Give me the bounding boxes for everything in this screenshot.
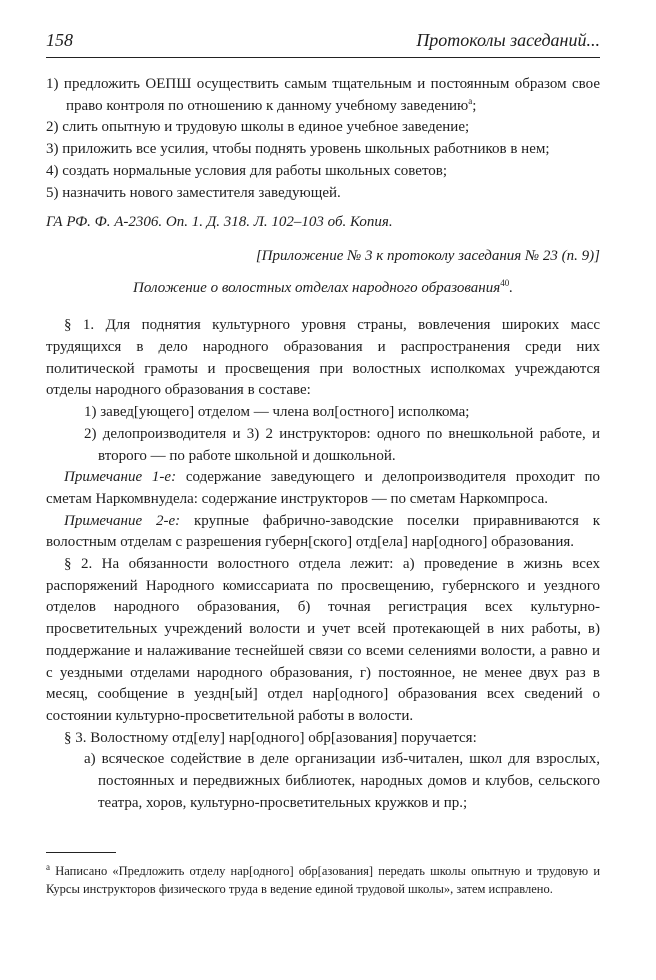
document-title-text: Положение о волостных отделах народного образования bbox=[133, 279, 501, 296]
endnote-ref: 40 bbox=[500, 277, 510, 288]
list-item: 3) приложить все усилия, чтобы поднять уровень школьных работников в нем; bbox=[46, 141, 550, 158]
document-title bbox=[46, 278, 600, 300]
note-1 bbox=[46, 467, 600, 510]
list-item: а) всяческое содействие в деле организации изб-читален, школ для взрослых, постоянных и передвижных библиотек, народных домов и клубов, сельского театра, хоров, культурно-просветительных кружков и пр.; bbox=[84, 751, 600, 811]
page-body bbox=[46, 74, 600, 815]
footnote bbox=[46, 862, 600, 898]
footnote-mark: а bbox=[46, 861, 50, 872]
page-header bbox=[46, 30, 600, 54]
list-item: 5) назначить нового заместителя заведующей. bbox=[46, 184, 341, 201]
header-rule bbox=[46, 57, 600, 58]
punctuation: . bbox=[509, 279, 513, 296]
appendix-heading: [Приложение № 3 к протоколу заседания № 23 (п. 9)] bbox=[255, 247, 600, 264]
page-number: 158 bbox=[46, 30, 73, 50]
running-title: Протоколы заседаний... bbox=[416, 30, 600, 50]
list-item: 2) делопроизводителя и 3) 2 инструкторов: одного по внешкольной работе, и второго — по работе школьной и дошкольной. bbox=[84, 425, 600, 464]
note-text: содержание заведующего и делопроизводителя проходит по сметам Наркомвнудела: содержание инструкторов — по сметам Наркомпроса. bbox=[46, 469, 600, 507]
paragraph-2: § 2. На обязанности волостного отдела лежит: а) проведение в жизнь всех распоряжений Народного комиссариата по просвещению, губернского и уездного отделов народного образования, б) точная регистрация всех культурно-просветительных учреждений волости и учет всей протекающей в них работы, в) поддержание и налаживание теснейшей связи со всеми селениями волости, а равно и с уездными отделами народного образования, г) постоянное, не менее двух раз в месяц, сообщение в уездн[ый] отдел нар[одного] образования всех сведений о состоянии культурно-просветительной работы в волости. bbox=[46, 556, 600, 724]
list-item: 2) слить опытную и трудовую школы в единое учебное заведение; bbox=[46, 119, 470, 136]
list-item: 1) завед[ующего] отделом — члена вол[остного] исполкома; bbox=[84, 404, 470, 421]
archival-source: ГА РФ. Ф. А-2306. Оп. 1. Д. 318. Л. 102–103 об. Копия. bbox=[46, 214, 393, 231]
footnote-mark: а bbox=[468, 95, 473, 106]
footnote-text: Написано «Предложить отделу нар[одного] обр[азования] передать школы опытную и трудовую и Курсы инструкторов физического труда в ведение единой трудовой школы», затем исправлено. bbox=[46, 864, 601, 896]
note-2 bbox=[46, 511, 600, 554]
list-item: 4) создать нормальные условия для работы школьных советов; bbox=[46, 162, 448, 179]
paragraph-3: § 3. Волостному отд[елу] нар[одного] обр[азования] поручается: bbox=[64, 729, 477, 746]
note-text: крупные фабрично-заводские поселки приравниваются к волостным отделам с разрешения губерн[ского] отд[ела] нар[одного] образования. bbox=[46, 512, 600, 551]
note-label: Примечание 2-е: bbox=[64, 512, 181, 529]
punctuation: ; bbox=[472, 97, 477, 114]
footnote-rule bbox=[46, 852, 116, 853]
note-label: Примечание 1-е: bbox=[64, 469, 177, 486]
list-item bbox=[46, 74, 600, 117]
paragraph-1: § 1. Для поднятия культурного уровня страны, вовлечения широких масс трудящихся в дело народного образования и распространения среди них политической грамоты и просвещения при волостных исполкомах учреждаются отделы народного образования в составе: bbox=[46, 317, 600, 399]
list-item-text: 1) предложить ОЕПШ осуществить самым тщательным и постоянным образом свое право контроля по отношению к данному учебному заведению bbox=[46, 76, 600, 114]
